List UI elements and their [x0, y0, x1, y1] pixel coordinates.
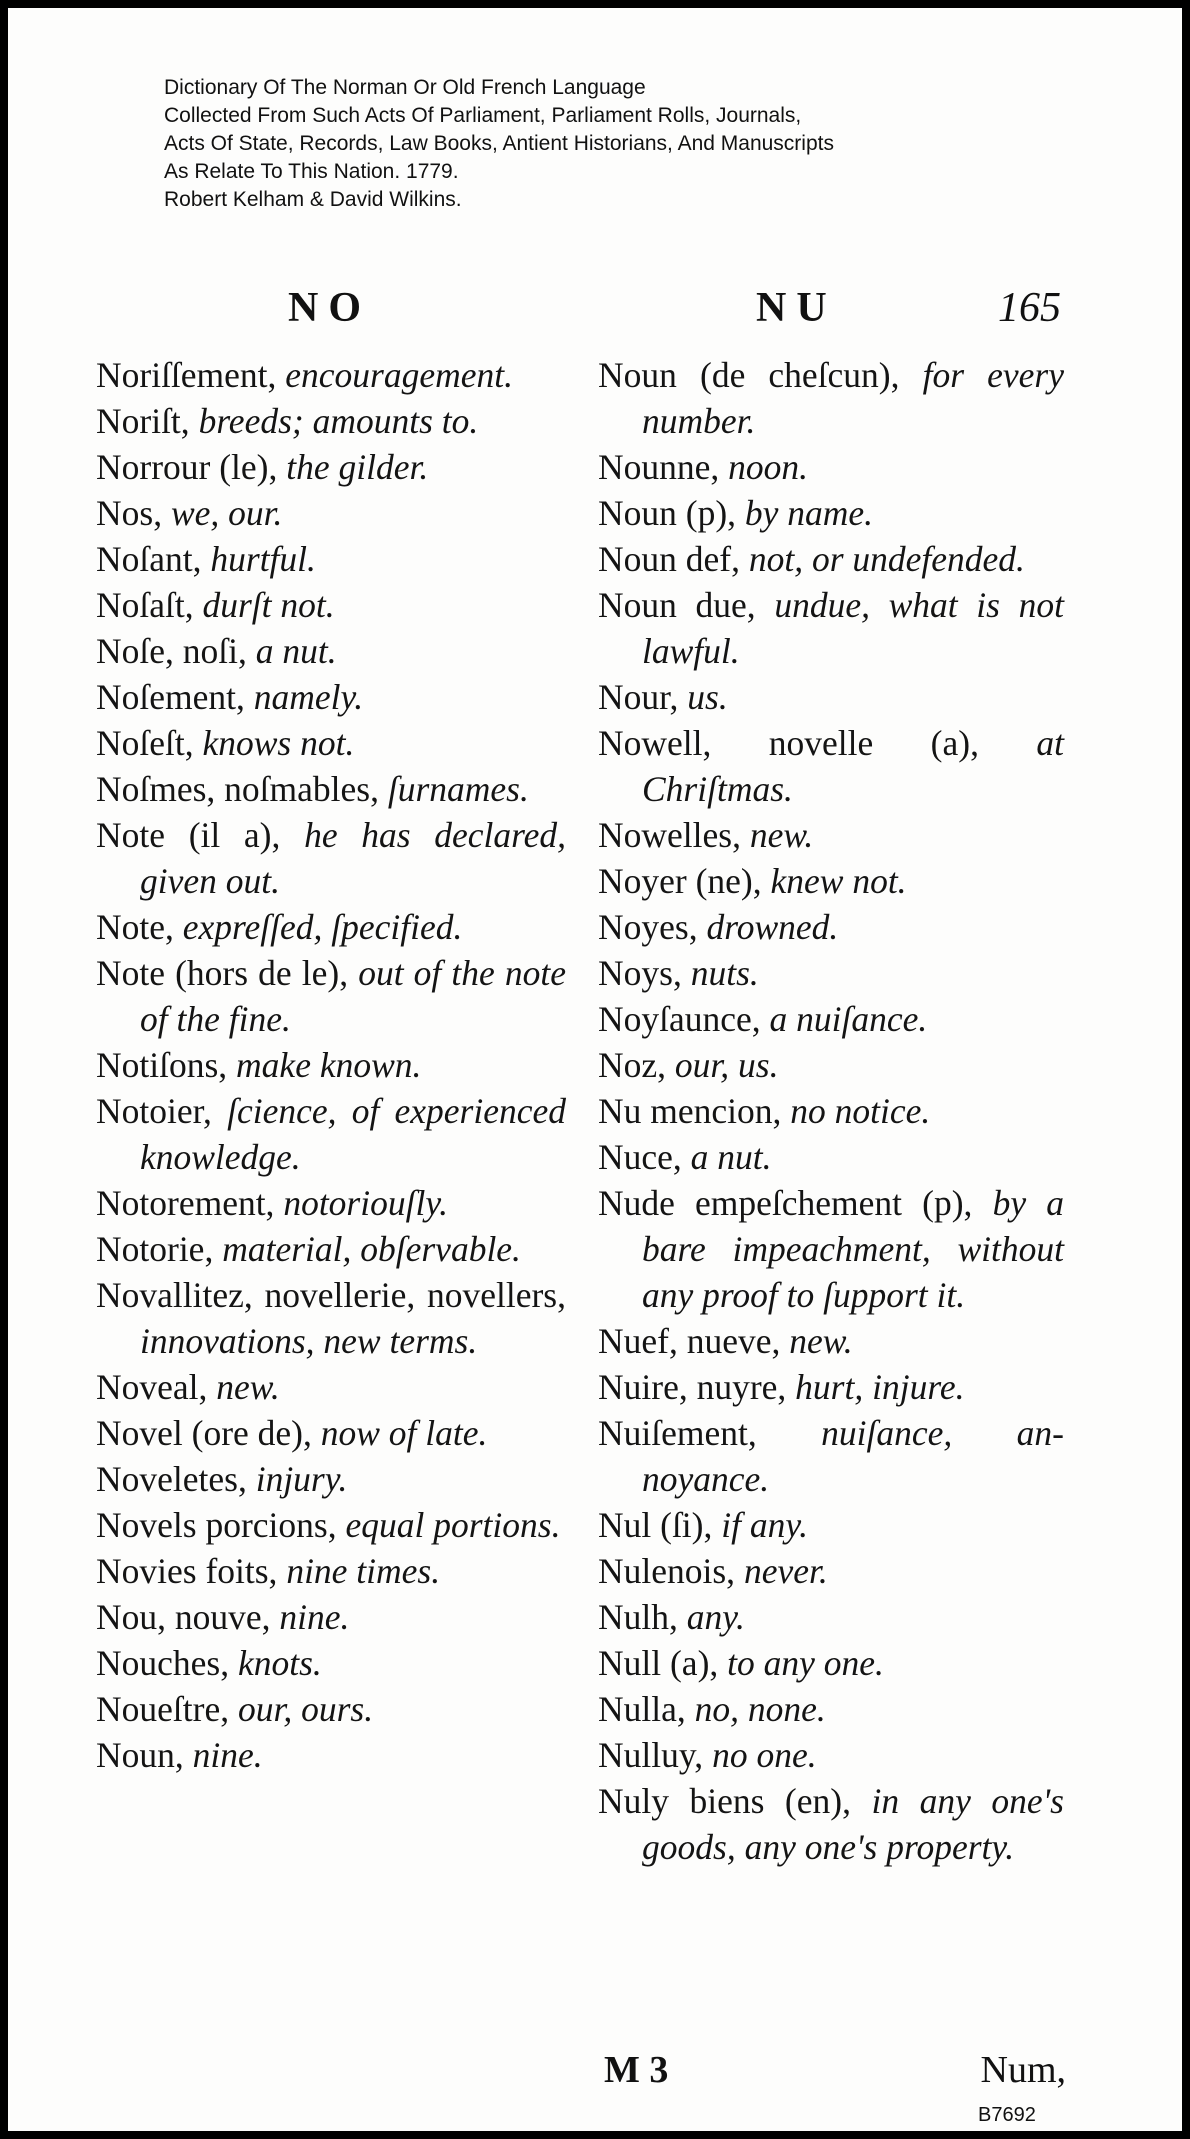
entry-headword: Nu mencion, — [598, 1091, 791, 1131]
entry-headword: Nuce, — [598, 1137, 691, 1177]
dictionary-entry — [598, 582, 1064, 674]
entry-definition: new. — [789, 1321, 853, 1361]
dictionary-entry — [598, 996, 1064, 1042]
entry-headword: Nou, nouve, — [96, 1597, 280, 1637]
entry-definition: nine. — [279, 1597, 350, 1637]
dictionary-entry — [598, 352, 1064, 444]
entry-definition: new. — [749, 815, 814, 855]
entry-headword: Noſaſt, — [96, 585, 203, 625]
entry-definition: breeds; amounts to. — [198, 401, 479, 441]
entry-definition: encouragement. — [285, 355, 514, 395]
entry-definition: we, our. — [170, 493, 283, 533]
dictionary-entry — [96, 720, 566, 766]
dictionary-entry — [96, 904, 566, 950]
meta-line: Acts Of State, Records, Law Books, Antient Historians, And Manuscripts — [164, 132, 834, 155]
dictionary-entry — [598, 1318, 1064, 1364]
entry-headword: Nude empeſchement (p), — [598, 1183, 993, 1223]
entry-definition: undue, what is not lawful. — [642, 585, 1064, 671]
entry-definition: notoriouſly. — [283, 1183, 449, 1223]
barcode-label: B7692 — [978, 2104, 1036, 2126]
entry-definition: namely. — [253, 677, 364, 717]
dictionary-entry — [96, 1640, 566, 1686]
dictionary-entry — [598, 720, 1064, 812]
entry-headword: Noyes, — [598, 907, 707, 947]
dictionary-entry — [598, 674, 1064, 720]
entry-definition: knew not. — [770, 861, 907, 901]
entry-definition: ſurnames. — [387, 769, 529, 809]
dictionary-entry — [598, 1732, 1064, 1778]
dictionary-entry — [96, 582, 566, 628]
entry-headword: Nouches, — [96, 1643, 238, 1683]
entry-headword: Null (a), — [598, 1643, 728, 1683]
entry-headword: Nuiſement, — [598, 1413, 822, 1453]
entry-definition: our, us. — [674, 1045, 779, 1085]
dictionary-entry — [598, 1686, 1064, 1732]
entry-headword: Noſant, — [96, 539, 211, 579]
right-running-head: NU — [756, 285, 837, 331]
entry-definition: expreſſed, ſpecified. — [182, 907, 463, 947]
dictionary-entry — [598, 490, 1064, 536]
dictionary-entry — [96, 950, 566, 1042]
entry-definition: us. — [687, 677, 728, 717]
dictionary-entry — [96, 812, 566, 904]
entry-headword: Nuly biens (en), — [598, 1781, 872, 1821]
entry-definition: now of late. — [320, 1413, 488, 1453]
entry-headword: Norrour (le), — [96, 447, 287, 487]
dictionary-entry — [96, 674, 566, 720]
dictionary-entry — [96, 628, 566, 674]
entry-definition: if any. — [721, 1505, 809, 1545]
dictionary-entry — [598, 1364, 1064, 1410]
entry-headword: Notorement, — [96, 1183, 284, 1223]
dictionary-entry — [96, 444, 566, 490]
entry-headword: Novel (ore de), — [96, 1413, 321, 1453]
entry-headword: Novallitez, novellerie, novellers, — [96, 1275, 566, 1315]
entry-headword: Noueſtre, — [96, 1689, 238, 1729]
left-running-head: NO — [288, 285, 371, 331]
entry-definition: nine times. — [286, 1551, 441, 1591]
entry-headword: Nulenois, — [598, 1551, 744, 1591]
dictionary-entry — [598, 1042, 1064, 1088]
dictionary-entry — [96, 1042, 566, 1088]
entry-headword: Noun (p), — [598, 493, 745, 533]
entry-definition: noon. — [728, 447, 809, 487]
entry-headword: Noriſt, — [96, 401, 199, 441]
dictionary-entry — [598, 950, 1064, 996]
entry-definition: never. — [743, 1551, 828, 1591]
entry-headword: Noſement, — [96, 677, 254, 717]
dictionary-entry — [96, 1180, 566, 1226]
dictionary-entry — [96, 1732, 566, 1778]
meta-line: Robert Kelham & David Wilkins. — [164, 188, 462, 211]
entry-definition: in any one's goods, any one's property. — [642, 1781, 1064, 1867]
dictionary-entry — [96, 1226, 566, 1272]
dictionary-entry — [598, 444, 1064, 490]
entry-headword: Nos, — [96, 493, 171, 533]
entry-definition: not, or undefended. — [748, 539, 1025, 579]
dictionary-entry — [96, 1686, 566, 1732]
entry-definition: injury. — [255, 1459, 348, 1499]
entry-headword: Novels porcions, — [96, 1505, 346, 1545]
dictionary-entry — [598, 1548, 1064, 1594]
entry-definition: a nut. — [690, 1137, 772, 1177]
dictionary-entry — [598, 812, 1064, 858]
dictionary-entry — [598, 1410, 1064, 1502]
entry-definition: out of the note of the fine. — [140, 953, 566, 1039]
dictionary-entry — [96, 1272, 566, 1364]
meta-line: Collected From Such Acts Of Parliament, Parliament Rolls, Journals, — [164, 104, 802, 127]
entry-definition: for every number. — [642, 355, 1065, 441]
dictionary-entry — [96, 1502, 566, 1548]
left-column — [96, 352, 566, 1778]
entry-headword: Notorie, — [96, 1229, 223, 1269]
meta-line: As Relate To This Nation. 1779. — [164, 160, 459, 183]
dictionary-entry — [598, 1778, 1064, 1870]
dictionary-entry — [96, 398, 566, 444]
dictionary-entry — [598, 858, 1064, 904]
dictionary-entry — [598, 1594, 1064, 1640]
entry-definition: by name. — [744, 493, 874, 533]
dictionary-entry — [96, 1594, 566, 1640]
entry-headword: Note (il a), — [96, 815, 305, 855]
catalog-metadata — [164, 74, 1064, 214]
entry-definition: knows not. — [202, 723, 355, 763]
catchword: Num, — [980, 2049, 1066, 2091]
entry-headword: Nuef, nueve, — [598, 1321, 790, 1361]
entry-definition: durſt not. — [202, 585, 335, 625]
dictionary-entry — [598, 1134, 1064, 1180]
entry-definition: by a bare impeachment, without any proof to ſupport it. — [642, 1183, 1064, 1315]
entry-definition: knots. — [237, 1643, 322, 1683]
dictionary-entry — [598, 536, 1064, 582]
dictionary-entry — [96, 352, 566, 398]
dictionary-entry — [96, 766, 566, 812]
entry-headword: Notoier, — [96, 1091, 228, 1131]
entry-headword: Noſmes, noſmables, — [96, 769, 388, 809]
entry-definition: drowned. — [706, 907, 839, 947]
entry-definition: nine. — [192, 1735, 263, 1775]
entry-headword: Nounne, — [598, 447, 729, 487]
entry-headword: Nowell, novelle (a), — [598, 723, 1037, 763]
entry-definition: any. — [686, 1597, 745, 1637]
entry-definition: hurt, injure. — [795, 1367, 965, 1407]
entry-headword: Noveal, — [96, 1367, 217, 1407]
dictionary-entry — [598, 1502, 1064, 1548]
entry-definition: no one. — [712, 1735, 817, 1775]
dictionary-entry — [96, 1548, 566, 1594]
entry-headword: Nowelles, — [598, 815, 750, 855]
entry-definition: make known. — [236, 1045, 422, 1085]
entry-headword: Noys, — [598, 953, 691, 993]
entry-headword: Noun, — [96, 1735, 193, 1775]
entry-headword: Nuire, nuyre, — [598, 1367, 796, 1407]
entry-definition: material, obſervable. — [222, 1229, 521, 1269]
entry-headword: Novies foits, — [96, 1551, 287, 1591]
dictionary-entry — [96, 1456, 566, 1502]
dictionary-entry — [598, 1088, 1064, 1134]
entry-headword: Note, — [96, 907, 183, 947]
entry-definition: nuiſance, annoyance. — [642, 1413, 1064, 1499]
dictionary-entry — [598, 1180, 1064, 1318]
entry-definition: a nuiſance. — [769, 999, 928, 1039]
entry-headword: Noun (de cheſcun), — [598, 355, 923, 395]
dictionary-entry — [96, 1364, 566, 1410]
dictionary-entry — [598, 1640, 1064, 1686]
dictionary-entry — [96, 1410, 566, 1456]
entry-headword: Nul (ſi), — [598, 1505, 722, 1545]
entry-headword: Noyſaunce, — [598, 999, 770, 1039]
entry-definition: hurtful. — [210, 539, 316, 579]
entry-headword: Notiſons, — [96, 1045, 237, 1085]
entry-definition: our, ours. — [237, 1689, 374, 1729]
entry-definition: new. — [216, 1367, 280, 1407]
entry-headword: Noun def, — [598, 539, 749, 579]
entry-definition: he has declared, given out. — [140, 815, 567, 901]
entry-headword: Noriſſement, — [96, 355, 286, 395]
meta-line: Dictionary Of The Norman Or Old French Language — [164, 76, 646, 99]
entry-definition: ſcience, of experienced knowledge. — [140, 1091, 566, 1177]
entry-definition: innovations, new terms. — [140, 1321, 478, 1361]
entry-definition: to any one. — [727, 1643, 884, 1683]
dictionary-entry — [96, 1088, 566, 1180]
entry-headword: Nulluy, — [598, 1735, 713, 1775]
entry-headword: Note (hors de le), — [96, 953, 359, 993]
entry-definition: equal portions. — [345, 1505, 561, 1545]
dictionary-entry — [96, 536, 566, 582]
dictionary-entry — [598, 904, 1064, 950]
entry-definition: at Chriſtmas. — [642, 723, 1064, 809]
entry-headword: Noyer (ne), — [598, 861, 771, 901]
page-number: 165 — [998, 285, 1061, 331]
right-column — [598, 352, 1064, 1870]
entry-headword: Noſe, noſi, — [96, 631, 256, 671]
entry-definition: no, none. — [694, 1689, 826, 1729]
signature-mark: M 3 — [604, 2049, 669, 2091]
entry-headword: Nulla, — [598, 1689, 695, 1729]
entry-headword: Nour, — [598, 677, 688, 717]
dictionary-entry — [96, 490, 566, 536]
entry-headword: Noſeſt, — [96, 723, 203, 763]
entry-headword: Noveletes, — [96, 1459, 256, 1499]
entry-definition: a nut. — [255, 631, 337, 671]
entry-headword: Noun due, — [598, 585, 775, 625]
entry-headword: Nulh, — [598, 1597, 687, 1637]
entry-headword: Noz, — [598, 1045, 675, 1085]
entry-definition: no notice. — [790, 1091, 931, 1131]
entry-definition: the gilder. — [286, 447, 429, 487]
entry-definition: nuts. — [690, 953, 759, 993]
